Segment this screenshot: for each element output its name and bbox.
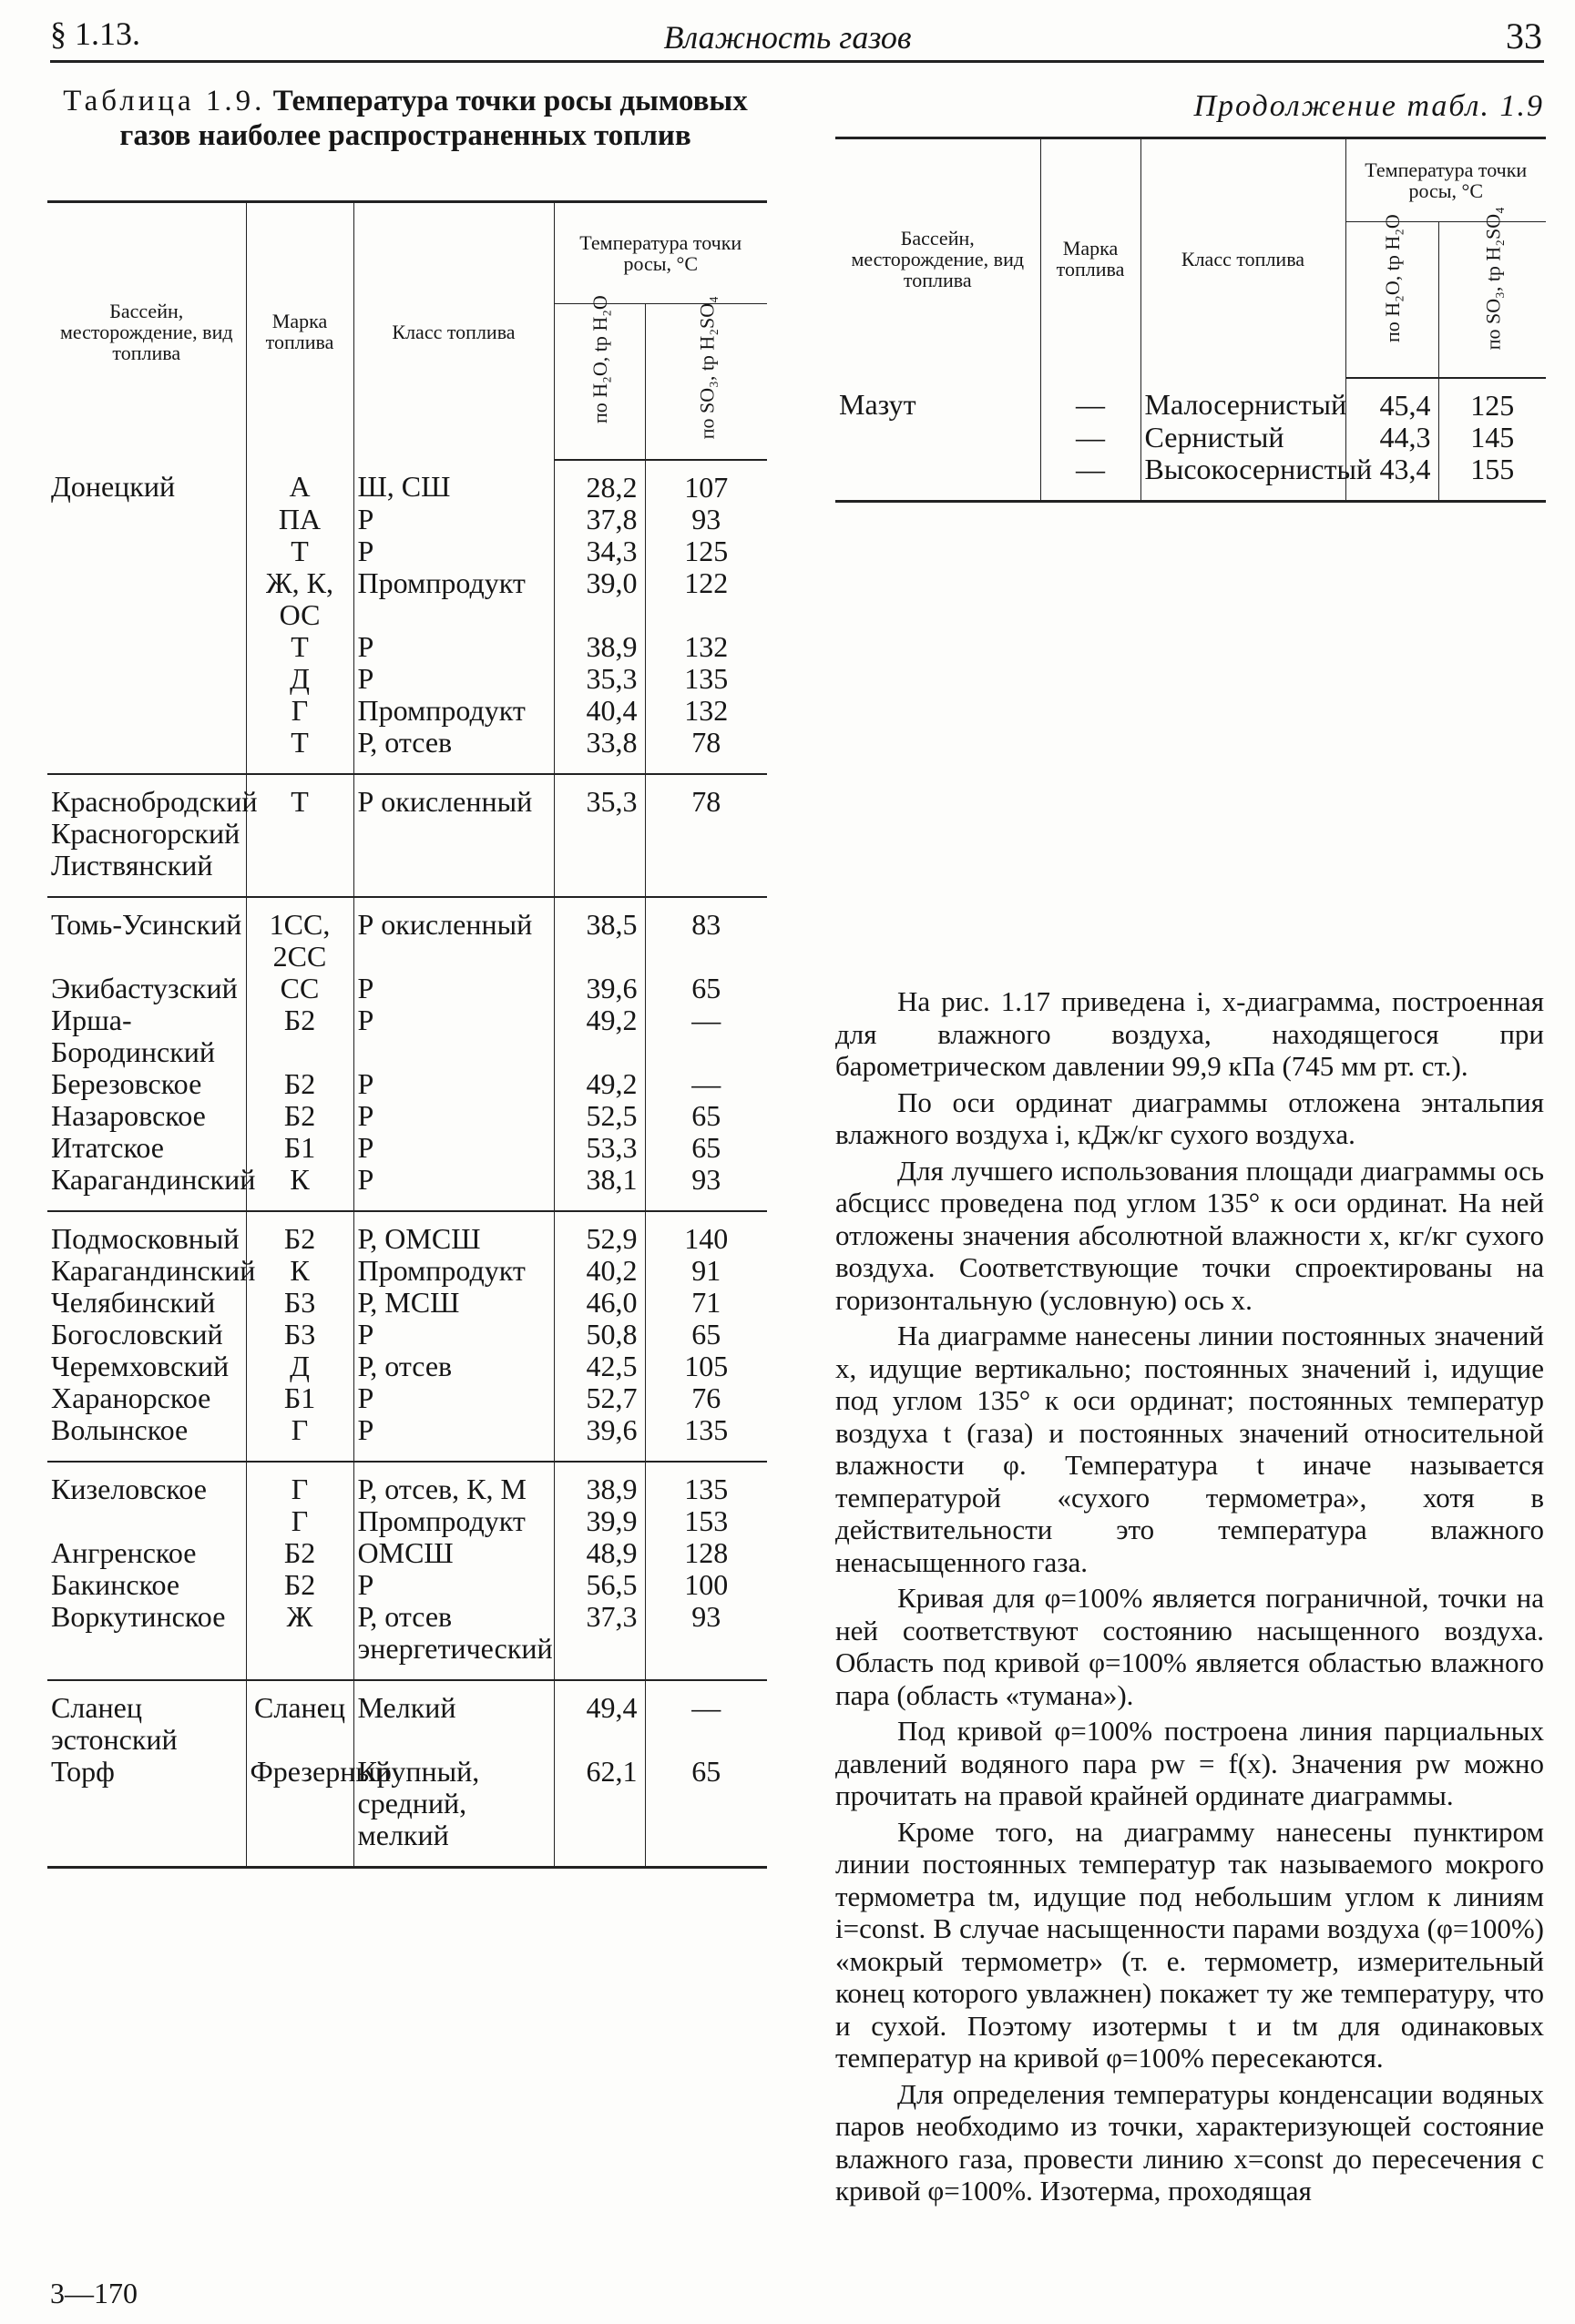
cell-h2o: 52,7 (554, 1382, 645, 1414)
table-row (47, 1382, 767, 1414)
table-row (47, 1414, 767, 1462)
col-dew-point: Температура точки росы, °С (1345, 138, 1546, 222)
table-row-group (47, 460, 767, 774)
cell-class: Р (353, 1132, 554, 1164)
cell-h2o: 38,1 (554, 1164, 645, 1211)
cell-class: Р (353, 663, 554, 695)
table-row-group (835, 378, 1546, 502)
cell-grade: Б3 (246, 1319, 353, 1351)
cell-class: Р (353, 631, 554, 663)
cell-class: ОМСШ (353, 1537, 554, 1569)
cell-class: Р (353, 1100, 554, 1132)
cell-class: Р окисленный (353, 897, 554, 973)
paragraph: На диаграмме нанесены линии постоянных значений x, идущие вертикально; постоянных значений i, идущие под углом 135° к оси ординат; постоянных температур воздуха t (газа) и постоянных значений относительной влажности φ. Температура t иначе называется температурой «сухого термометра», хотя в действительности это температура влажного ненасыщенного газа. (835, 1320, 1544, 1578)
table-row (47, 663, 767, 695)
cell-h2o: 56,5 (554, 1569, 645, 1601)
cell-grade: Ж (246, 1601, 353, 1680)
table-caption (46, 84, 765, 153)
cell-h2o: 38,5 (554, 897, 645, 973)
table-row (47, 460, 767, 504)
cell-h2o: 43,4 (1345, 454, 1438, 502)
cell-h2o: 49,2 (554, 1068, 645, 1100)
cell-h2o: 35,3 (554, 663, 645, 695)
col-grade: Марка топлива (1040, 138, 1140, 379)
table-row (47, 535, 767, 567)
cell-h2o: 46,0 (554, 1287, 645, 1319)
cell-h2o (554, 850, 645, 897)
cell-h2o: 35,3 (554, 774, 645, 818)
cell-class: Р, МСШ (353, 1287, 554, 1319)
paragraph: На рис. 1.17 приведена i, x-диаграмма, построенная для влажного воздуха, находящегося при барометрическом давлении 99,9 кПа (745 мм рт. ст.). (835, 985, 1544, 1082)
cell-so3: — (691, 1004, 721, 1036)
cell-h2o: 39,6 (554, 973, 645, 1004)
cell-basin: Итатское (47, 1132, 246, 1164)
cell-h2o: 52,5 (554, 1100, 645, 1132)
cell-class: Р окисленный (353, 774, 554, 818)
cell-class: Р (353, 1068, 554, 1100)
col-class: Класс топлива (353, 202, 554, 461)
cell-h2o: 39,0 (554, 567, 645, 631)
cell-basin: Бакинское (47, 1569, 246, 1601)
cell-basin (835, 422, 1040, 454)
cell-grade: — (1040, 454, 1140, 502)
cell-grade: Б1 (246, 1382, 353, 1414)
paragraph: Для лучшего использования площади диаграммы ось абсцисс проведена под углом 135° к оси ординат. На ней отложены значения абсолютной влажности x, кг/кг сухого воздуха. Соответствующие точки спроектированы на горизонтальную (условную) ось x. (835, 1154, 1544, 1316)
cell-so3: — (691, 1067, 721, 1100)
table-row (47, 1100, 767, 1132)
table-row-group (47, 1462, 767, 1680)
cell-class: Малосернистый (1140, 378, 1345, 422)
cell-basin: Назаровское (47, 1100, 246, 1132)
cell-basin: Подмосковный (47, 1211, 246, 1255)
cell-so3: 132 (684, 694, 729, 727)
table-row (47, 1756, 767, 1868)
col-basin: Бассейн, месторождение, вид топлива (47, 202, 246, 461)
cell-so3: 65 (691, 1131, 721, 1164)
col-so3 (645, 295, 767, 461)
table-row (47, 1211, 767, 1255)
cell-h2o: 28,2 (554, 460, 645, 504)
cell-so3: 93 (691, 1163, 721, 1196)
cell-class: Ш, СШ (353, 460, 554, 504)
table-row-group (47, 774, 767, 897)
cell-so3 (645, 818, 767, 850)
table-row (47, 973, 767, 1004)
col-dew-point: Температура точки росы, °С (554, 202, 767, 304)
cell-basin (47, 695, 246, 727)
table-row (47, 1068, 767, 1100)
cell-h2o: 44,3 (1345, 422, 1438, 454)
header-rule (50, 60, 1544, 63)
cell-basin (47, 567, 246, 631)
cell-h2o: 40,4 (554, 695, 645, 727)
cell-class: Р, отсев, К, М (353, 1462, 554, 1505)
cell-so3: 93 (691, 503, 721, 535)
table-row (47, 1132, 767, 1164)
cell-h2o: 37,3 (554, 1601, 645, 1680)
paragraph: Кроме того, на диаграмму нанесены пунктиром линии постоянных температур так называемого мокрого термометра tм, идущие под небольшим углом к линиям i=const. В случае насыщенности парами воздуха (φ=100%) «мокрый термометр» (т. е. термометр, измерительный конец которого увлажнен) покажет ту же температуру, что и сухой. Поэтому изотермы t и tм для одинаковых температур на кривой φ=100% пересекаются. (835, 1815, 1544, 2074)
cell-grade (246, 818, 353, 850)
cell-basin (47, 504, 246, 535)
cell-class: Высокосернистый (1140, 454, 1345, 502)
cell-so3: 125 (1470, 389, 1515, 422)
cell-so3: 65 (691, 972, 721, 1004)
table-row (47, 818, 767, 850)
cell-h2o: 34,3 (554, 535, 645, 567)
cell-grade (246, 850, 353, 897)
cell-class: Мелкий (353, 1680, 554, 1756)
cell-h2o: 49,4 (554, 1680, 645, 1756)
cell-h2o: 37,8 (554, 504, 645, 535)
cell-so3: 135 (684, 662, 729, 695)
cell-so3: 107 (684, 471, 729, 504)
cell-class: Р (353, 1414, 554, 1462)
table-row (47, 1351, 767, 1382)
cell-class: Сернистый (1140, 422, 1345, 454)
cell-basin: Богословский (47, 1319, 246, 1351)
cell-grade: Б2 (246, 1100, 353, 1132)
table-row (835, 378, 1546, 422)
table-row (47, 1569, 767, 1601)
table-label: Таблица 1.9. (63, 85, 266, 117)
page-number: 33 (1506, 15, 1542, 56)
cell-grade: Ж, К, ОС (246, 567, 353, 631)
col-h2o-label: по H₂O, tр H₂O (1380, 213, 1404, 342)
cell-grade: К (246, 1255, 353, 1287)
cell-basin: Челябинский (47, 1287, 246, 1319)
cell-so3: — (645, 1680, 767, 1756)
table-row (47, 1680, 767, 1756)
cell-grade: Г (246, 1505, 353, 1537)
table-row (835, 422, 1546, 454)
cell-grade: — (1040, 422, 1140, 454)
cell-basin: Воркутинское (47, 1601, 246, 1680)
col-class: Класс топлива (1140, 138, 1345, 379)
cell-class: Промпродукт (353, 1505, 554, 1537)
table-row (47, 567, 767, 631)
table-row (47, 504, 767, 535)
cell-grade: Б1 (246, 1132, 353, 1164)
cell-basin: Черемховский (47, 1351, 246, 1382)
cell-grade: Б2 (246, 1537, 353, 1569)
cell-basin: Краснобродский (47, 774, 246, 818)
cell-h2o: 39,9 (554, 1505, 645, 1537)
cell-basin (47, 535, 246, 567)
cell-class: Р (353, 1004, 554, 1068)
cell-class: Р, отсев (353, 727, 554, 774)
table-row (47, 897, 767, 973)
table-row (47, 1462, 767, 1505)
paragraph: Для определения температуры конденсации водяных паров необходимо из точки, характеризующей состояние влажного газа, провести линию x=const до пересечения с кривой φ=100%. Изотерма, проходящая (835, 2077, 1544, 2207)
cell-basin: Донецкий (47, 460, 246, 504)
cell-so3: 93 (691, 1600, 721, 1633)
cell-class: Р (353, 504, 554, 535)
cell-so3: 65 (691, 1318, 721, 1351)
col-basin: Бассейн, месторождение, вид топлива (835, 138, 1040, 379)
cell-so3: 125 (684, 535, 729, 567)
cell-basin: Березовское (47, 1068, 246, 1100)
cell-h2o (554, 818, 645, 850)
paragraph: По оси ординат диаграммы отложена энтальпия влажного воздуха i, кДж/кг сухого воздуха. (835, 1086, 1544, 1150)
cell-basin (835, 454, 1040, 502)
cell-grade: Г (246, 1462, 353, 1505)
table-row-group (47, 1680, 767, 1868)
dew-point-table (47, 200, 767, 1869)
col-so3 (1438, 206, 1546, 379)
table-row (47, 1004, 767, 1068)
table-continuation-caption: Продолжение табл. 1.9 (1193, 89, 1544, 123)
cell-basin: Волынское (47, 1414, 246, 1462)
col-h2o (1345, 213, 1438, 379)
cell-class: Р, ОМСШ (353, 1211, 554, 1255)
cell-class: Промпродукт (353, 1255, 554, 1287)
col-h2o-label: по H₂O, tр H₂O (588, 294, 611, 423)
cell-class (353, 850, 554, 897)
cell-grade: Б2 (246, 1068, 353, 1100)
cell-h2o: 48,9 (554, 1537, 645, 1569)
cell-basin: Сланец эстонский (47, 1680, 246, 1756)
cell-basin: Ирша-Бородинский (47, 1004, 246, 1068)
cell-grade: Б2 (246, 1569, 353, 1601)
cell-so3: 105 (684, 1350, 729, 1382)
cell-basin: Харанорское (47, 1382, 246, 1414)
cell-class: Р (353, 1382, 554, 1414)
cell-so3: 132 (684, 630, 729, 663)
table-title: Температура точки росы дымовых газов наиболее распространенных топлив (119, 85, 748, 152)
table-row (835, 454, 1546, 502)
cell-h2o: 33,8 (554, 727, 645, 774)
cell-so3: 128 (684, 1536, 729, 1569)
cell-so3: 71 (691, 1286, 721, 1319)
table-row (47, 1287, 767, 1319)
cell-grade: Д (246, 663, 353, 695)
cell-class: Крупный, средний, мелкий (353, 1756, 554, 1868)
col-grade: Марка топлива (246, 202, 353, 461)
cell-so3: 65 (691, 1099, 721, 1132)
cell-h2o: 39,6 (554, 1414, 645, 1462)
paragraph: Под кривой φ=100% построена линия парциальных давлений водяного пара pw = f(x). Значения pw можно прочитать на правой крайней ординате диаграммы. (835, 1715, 1544, 1811)
table-row (47, 1537, 767, 1569)
table-row (47, 631, 767, 663)
cell-basin: Кизеловское (47, 1462, 246, 1505)
cell-h2o: 52,9 (554, 1211, 645, 1255)
cell-class: Р, отсев энергетический (353, 1601, 554, 1680)
cell-grade: Т (246, 535, 353, 567)
cell-class: Промпродукт (353, 567, 554, 631)
cell-basin (47, 727, 246, 774)
cell-basin: Красногорский (47, 818, 246, 850)
cell-grade: К (246, 1164, 353, 1211)
cell-h2o: 45,4 (1345, 378, 1438, 422)
cell-grade: Б2 (246, 1004, 353, 1068)
cell-h2o: 38,9 (554, 631, 645, 663)
cell-basin: Мазут (835, 378, 1040, 422)
cell-basin (47, 663, 246, 695)
cell-grade: — (1040, 378, 1140, 422)
cell-basin: Карагандинский (47, 1164, 246, 1211)
cell-so3: 91 (691, 1254, 721, 1287)
cell-class: Р (353, 973, 554, 1004)
cell-class: Р (353, 1164, 554, 1211)
cell-so3: 65 (645, 1756, 767, 1868)
cell-so3 (645, 850, 767, 897)
cell-grade: Фрезерный (246, 1756, 353, 1868)
cell-h2o: 62,1 (554, 1756, 645, 1868)
cell-grade: А (246, 460, 353, 504)
cell-h2o: 49,2 (554, 1004, 645, 1068)
cell-h2o: 38,9 (554, 1462, 645, 1505)
cell-basin: Торф (47, 1756, 246, 1868)
cell-so3: 78 (691, 726, 721, 759)
cell-h2o: 40,2 (554, 1255, 645, 1287)
cell-basin: Томь-Усинский (47, 897, 246, 973)
cell-basin: Ангренское (47, 1537, 246, 1569)
table-row-group (47, 897, 767, 1211)
printer-signature: 3—170 (50, 2277, 138, 2309)
col-so3-label: по SO₃, tр H₂SO₄ (694, 295, 718, 439)
table-row-group (47, 1211, 767, 1462)
cell-class (353, 818, 554, 850)
cell-class: Промпродукт (353, 695, 554, 727)
cell-basin (47, 1505, 246, 1537)
cell-grade: 1СС, 2СС (246, 897, 353, 973)
cell-so3: 155 (1438, 454, 1546, 502)
table-row (47, 1255, 767, 1287)
cell-grade: Г (246, 695, 353, 727)
cell-grade: Т (246, 774, 353, 818)
cell-so3: 135 (645, 1462, 767, 1505)
dew-point-table-continued (835, 137, 1546, 503)
cell-h2o: 53,3 (554, 1132, 645, 1164)
table-row (47, 1601, 767, 1680)
cell-so3: 78 (645, 774, 767, 818)
paragraph: Кривая для φ=100% является пограничной, точки на ней соответствуют состоянию насыщенного воздуха. Область под кривой φ=100% является областью влажного пара (область «тумана»). (835, 1582, 1544, 1711)
col-h2o (554, 294, 645, 461)
running-title: Влажность газов (663, 19, 912, 56)
cell-grade: Б3 (246, 1287, 353, 1319)
cell-grade: Б2 (246, 1211, 353, 1255)
cell-h2o: 42,5 (554, 1351, 645, 1382)
cell-so3: 100 (684, 1568, 729, 1601)
cell-class: Р (353, 535, 554, 567)
table-row (47, 695, 767, 727)
cell-grade: Г (246, 1414, 353, 1462)
cell-h2o: 50,8 (554, 1319, 645, 1351)
body-text (835, 985, 1544, 2207)
table-row (47, 1505, 767, 1537)
table-row (47, 850, 767, 897)
cell-so3: 83 (645, 897, 767, 973)
cell-so3: 76 (691, 1381, 721, 1414)
cell-basin: Листвянский (47, 850, 246, 897)
cell-grade: Т (246, 727, 353, 774)
cell-grade: Сланец (246, 1680, 353, 1756)
table-row (47, 727, 767, 774)
cell-basin: Карагандинский (47, 1255, 246, 1287)
cell-class: Р (353, 1569, 554, 1601)
cell-so3: 135 (684, 1413, 729, 1446)
cell-grade: Т (246, 631, 353, 663)
table-row (47, 1319, 767, 1351)
table-row (47, 774, 767, 818)
cell-class: Р (353, 1319, 554, 1351)
cell-so3: 145 (1470, 421, 1515, 454)
cell-so3: 153 (684, 1504, 729, 1537)
section-number: § 1.13. (50, 15, 140, 52)
col-so3-label: по SO₃, tр H₂SO₄ (1480, 206, 1504, 350)
cell-so3: 140 (645, 1211, 767, 1255)
cell-so3: 122 (684, 566, 729, 599)
cell-grade: ПА (246, 504, 353, 535)
cell-basin: Экибастузский (47, 973, 246, 1004)
cell-class: Р, отсев (353, 1351, 554, 1382)
cell-basin (47, 631, 246, 663)
table-row (47, 1164, 767, 1211)
cell-grade: Д (246, 1351, 353, 1382)
cell-grade: СС (246, 973, 353, 1004)
